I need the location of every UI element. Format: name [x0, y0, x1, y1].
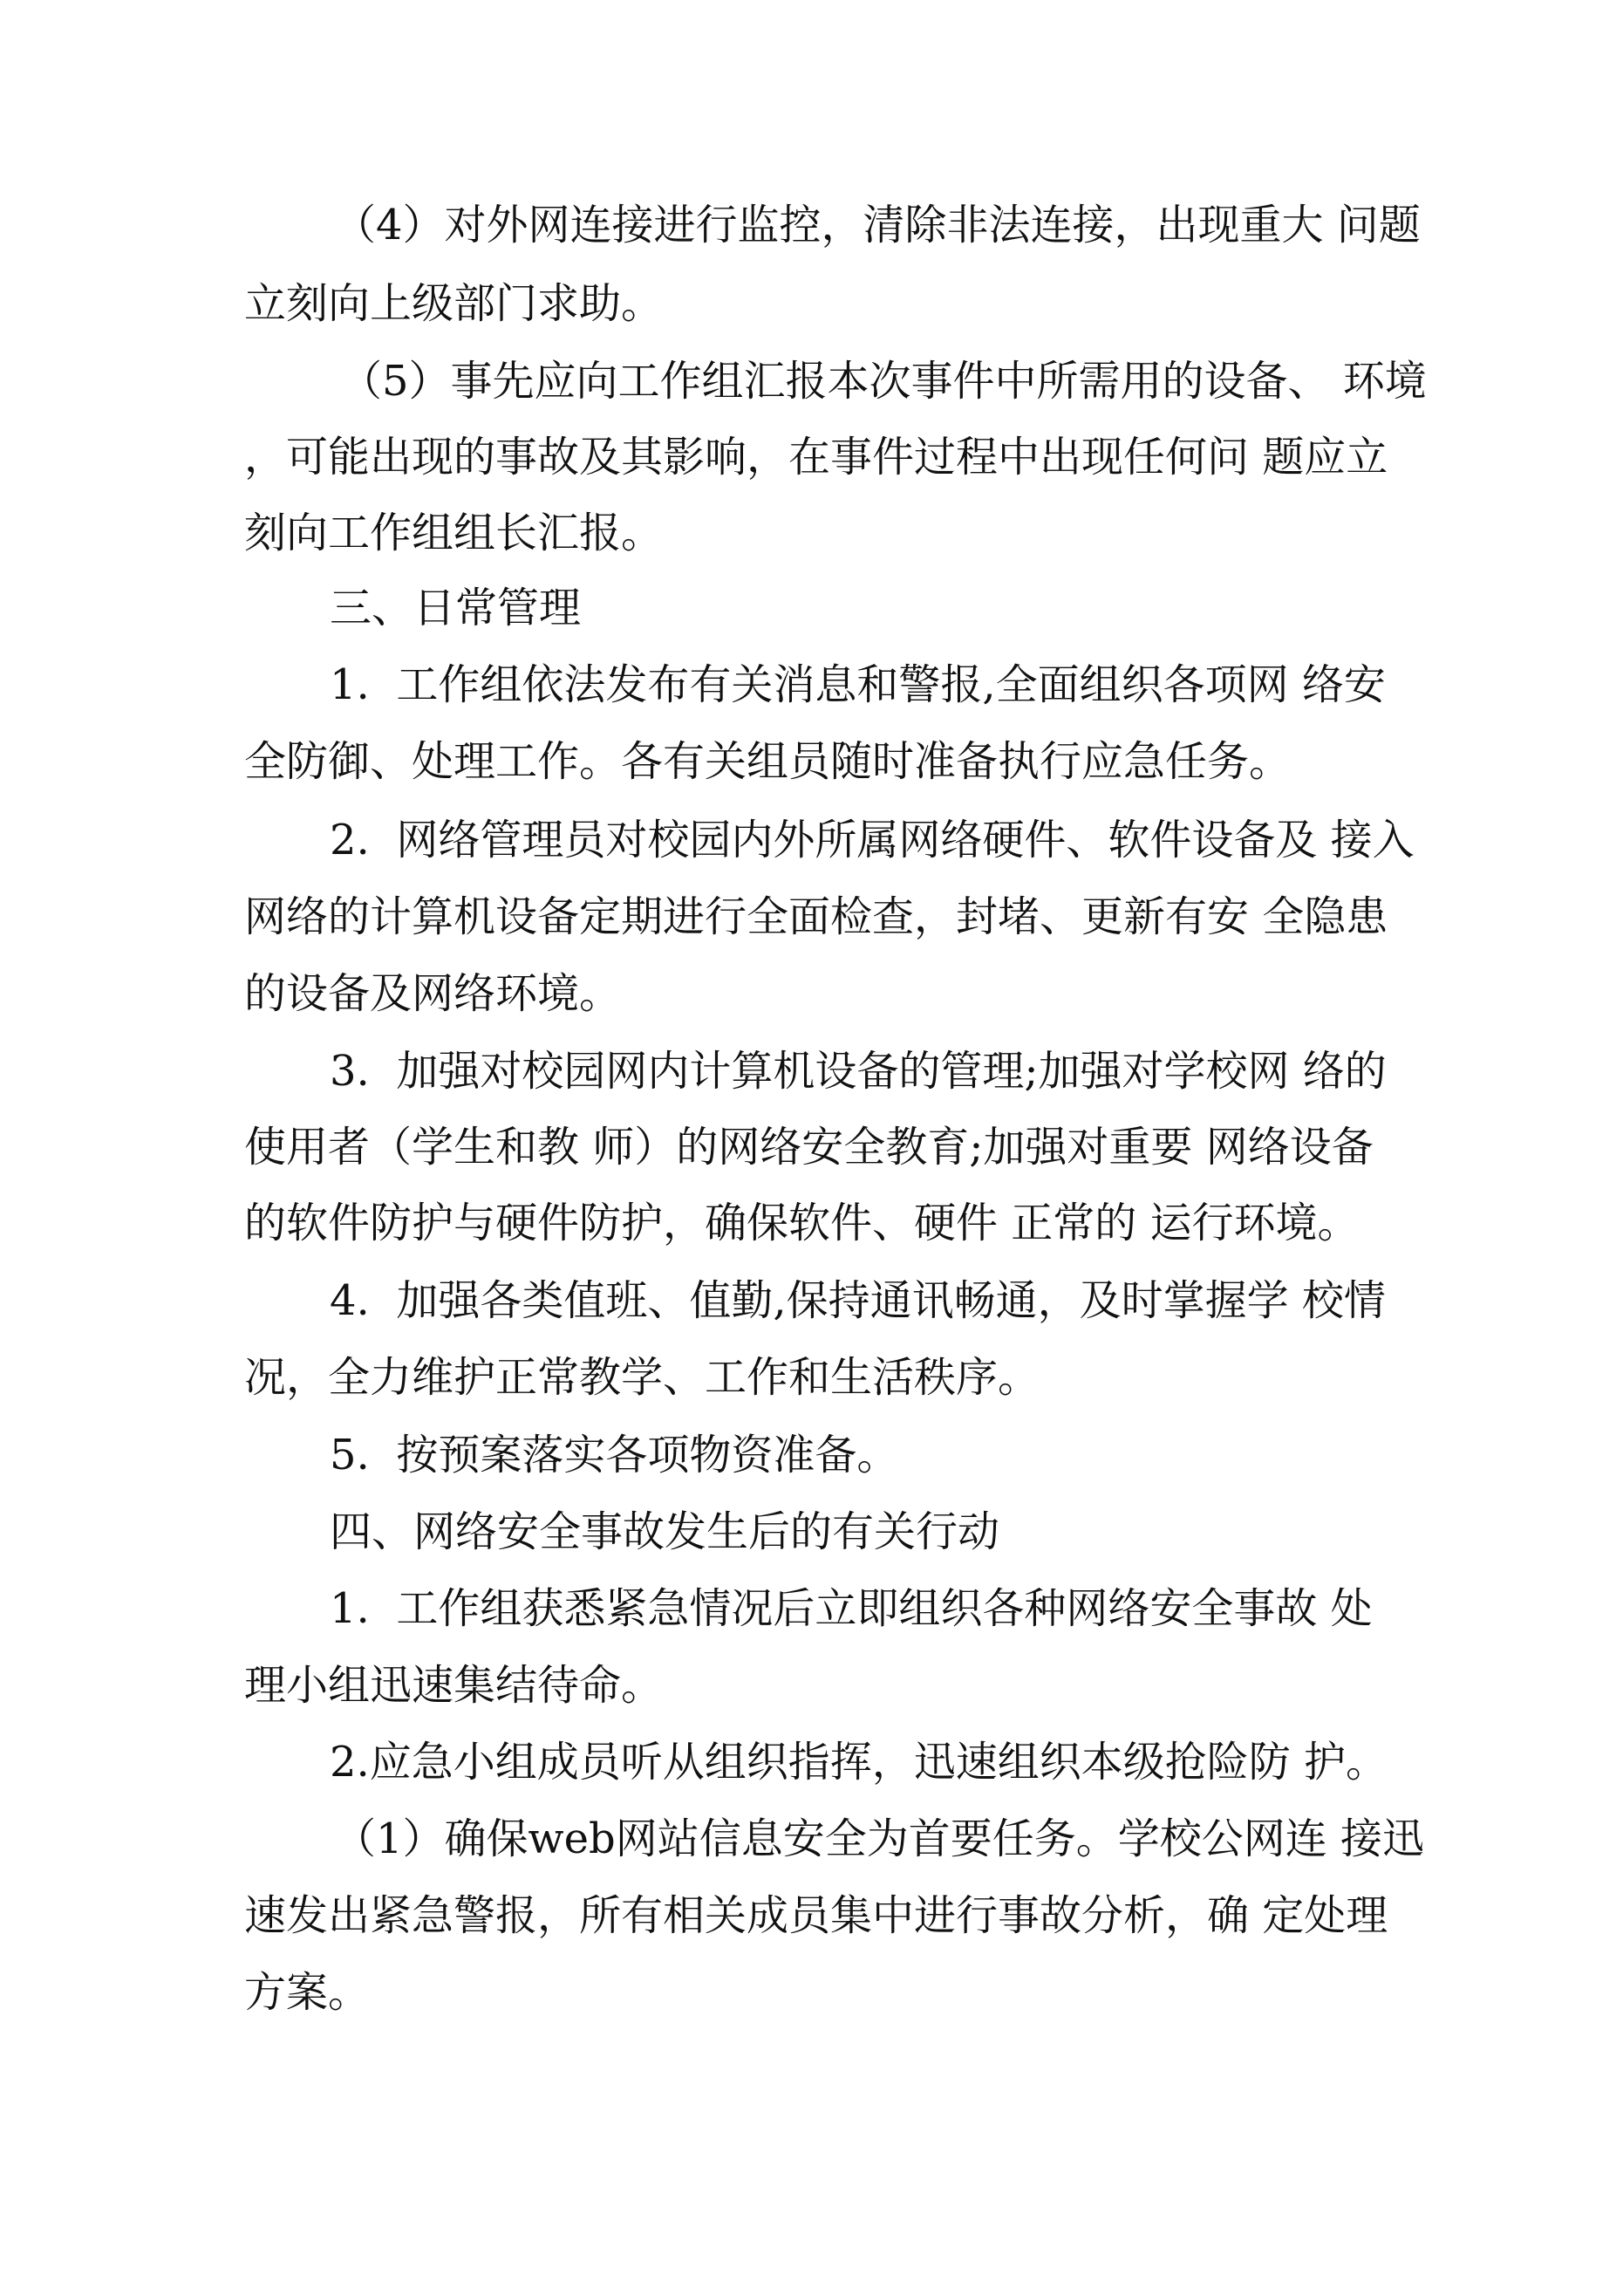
text-line: 5. 按预案落实各项物资准备。	[330, 1431, 899, 1479]
text-line: （5）事先应向工作组汇报本次事件中所需用的设备、 环境	[340, 357, 1427, 406]
text-line: 2.应急小组成员听从组织指挥，迅速组织本级抢险防 护。	[330, 1738, 1388, 1787]
text-line: 使用者（学生和教 师）的网络安全教育;加强对重要 网络设备	[244, 1123, 1374, 1172]
text-line: 全防御、处理工作。各有关组员随时准备执行应急任务。	[244, 737, 1292, 786]
text-line: 2. 网络管理员对校园内外所属网络硬件、软件设备及 接入	[330, 816, 1415, 864]
text-line: 网络的计算机设备定期进行全面检查，封堵、更新有安 全隐患	[244, 892, 1388, 941]
text-line: 的软件防护与硬件防护，确保软件、硬件 正常的 运行环境。	[244, 1199, 1360, 1247]
section-heading: 四、网络安全事故发生后的有关行动	[330, 1507, 1000, 1556]
text-line: （1）确保web网站信息安全为首要任务。学校公网连 接迅	[334, 1814, 1425, 1863]
text-line: ，可能出现的事故及其影响，在事件过程中出现任何问 题应立	[244, 433, 1388, 482]
text-line: 3. 加强对校园网内计算机设备的管理;加强对学校网 络的	[330, 1047, 1387, 1096]
text-line: 速发出紧急警报，所有相关成员集中进行事故分析，确 定处理	[244, 1891, 1388, 1940]
section-heading: 三、日常管理	[330, 584, 582, 632]
text-line: 1. 工作组获悉紧急情况后立即组织各种网络安全事故 处	[330, 1584, 1373, 1633]
text-line: 方案。	[244, 1968, 371, 2017]
text-line: 1. 工作组依法发布有关消息和警报,全面组织各项网 络安	[330, 660, 1386, 709]
text-line: （4）对外网连接进行监控，清除非法连接，出现重大 问题	[334, 201, 1421, 249]
text-line: 况，全力维护正常教学、工作和生活秩序。	[244, 1353, 1040, 1402]
text-line: 的设备及网络环境。	[244, 969, 622, 1018]
text-line: 刻向工作组组长汇报。	[244, 509, 664, 557]
text-line: 立刻向上级部门求助。	[244, 279, 664, 328]
text-line: 4. 加强各类值班、值勤,保持通讯畅通，及时掌握学 校情	[330, 1276, 1386, 1325]
text-line: 理小组迅速集结待命。	[244, 1661, 664, 1710]
